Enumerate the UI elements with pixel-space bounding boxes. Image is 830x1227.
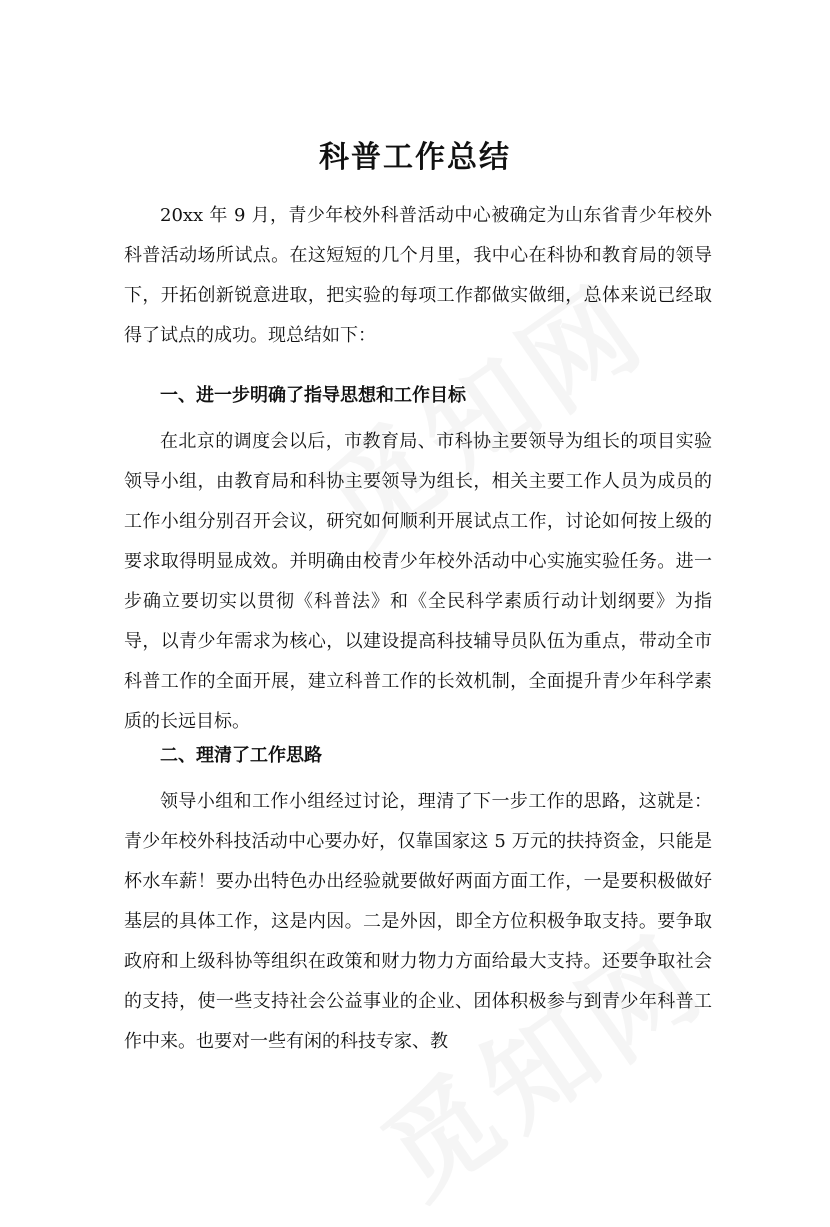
section-body-1: 在北京的调度会以后，市教育局、市科协主要领导为组长的项目实验领导小组，由教育局和科协主要领导为组长，相关主要工作人员为成员的工作小组分别召开会议，研究如何顺利开展试点工作，讨论如何按上级的要求取得明显成效。并明确由校青少年校外活动中心实施实验任务。进一步确立要切实以贯彻《科普法》和《全民科学素质行动计划纲要》为指导，以青少年需求为核心，以建设提高科技辅导员队伍为重点，带动全市科普工作的全面开展，建立科普工作的长效机制，全面提升青少年科学素质的长远目标。 xyxy=(124,431,712,732)
section-heading-2: 二、理清了工作思路 xyxy=(160,745,322,766)
intro-paragraph: 20xx 年 9 月，青少年校外科普活动中心被确定为山东省青少年校外科普活动场所试点。在这短短的几个月里，我中心在科协和教育局的领导下，开拓创新锐意进取，把实验的每项工作都做实做细，总体来说已经取得了试点的成功。现总结如下： xyxy=(124,205,712,346)
document-title: 科普工作总结 xyxy=(319,140,511,176)
section-body-2: 领导小组和工作小组经过讨论，理清了下一步工作的思路，这就是：青少年校外科技活动中心要办好，仅靠国家这 5 万元的扶持资金，只能是杯水车薪！要办出特色办出经验就要做好两面方面工作，一是要积极做好基层的具体工作，这是内因。二是外因，即全方位积极争取支持。要争取政府和上级科协等组织在政策和财力物力方面给最大支持。还要争取社会的支持，使一些支持社会公益事业的企业、团体积极参与到青少年科普工作中来。也要对一些有闲的科技专家、教 xyxy=(124,791,712,1052)
section-heading-1: 一、进一步明确了指导思想和工作目标 xyxy=(160,385,466,406)
